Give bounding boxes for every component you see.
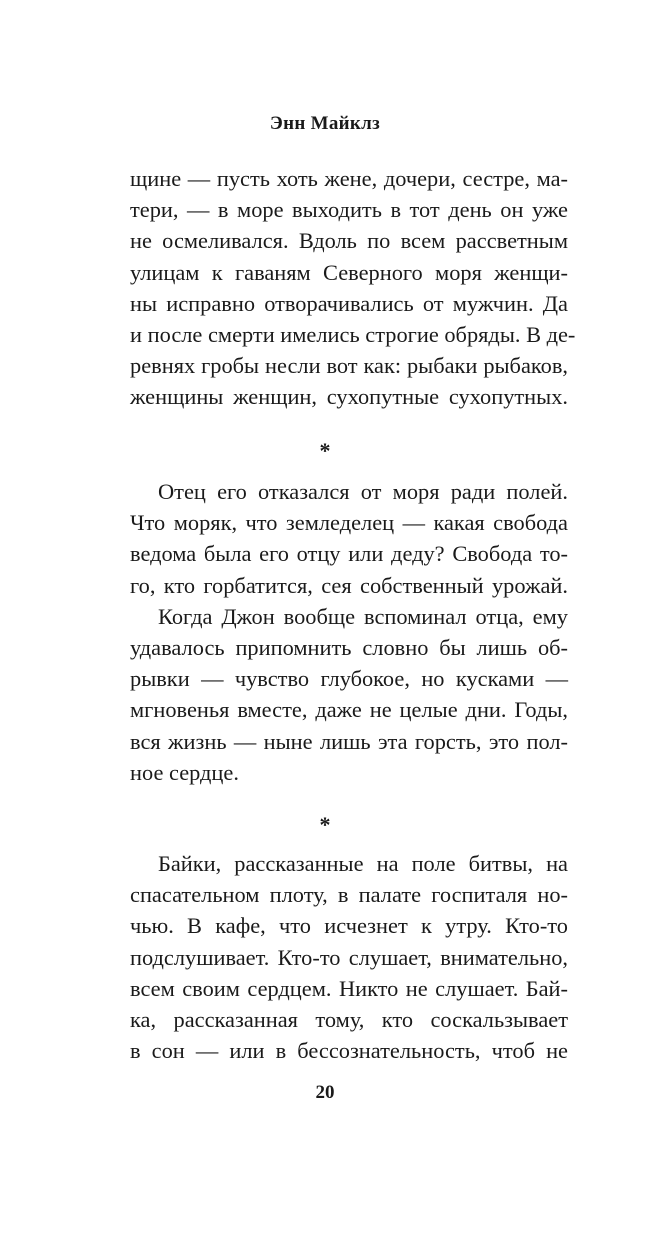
text-line: чью. В кафе, что исчезнет к утру. Кто-то	[130, 913, 568, 939]
text-line: не осмеливался. Вдоль по всем рассветным	[130, 228, 568, 254]
paragraph-first-line: Отец его отказался от моря ради полей.	[158, 479, 568, 504]
text-block-1	[130, 163, 576, 413]
text-line: и после смерти имелись строгие обряды. В де-	[130, 321, 576, 347]
text-line: улицам к гаваням Северного моря женщи-	[130, 259, 568, 285]
text-line: в сон — или в бессознательность, чтоб не	[130, 1038, 568, 1064]
text-line: всем своим сердцем. Никто не слушает. Бай-	[130, 975, 568, 1001]
running-header: Энн Майклз	[269, 113, 381, 134]
text-line: ведома была его отцу или деду? Свобода то-	[130, 541, 568, 567]
text-line: ревнях гробы несли вот как: рыбаки рыбаков,	[130, 353, 568, 379]
text-block-2	[130, 476, 568, 788]
text-line: рывки — чувство глубокое, но кусками —	[130, 666, 568, 692]
section-separator: *	[319, 812, 331, 837]
text-block-3	[130, 848, 568, 1066]
text-line: вся жизнь — ныне лишь эта горсть, это пол-	[130, 728, 568, 754]
text-line: тери, — в море выходить в тот день он уже	[130, 197, 568, 223]
page-number: 20	[315, 1082, 335, 1103]
paragraph-first-line: Байки, рассказанные на поле битвы, на	[158, 851, 568, 876]
paragraph-last-line: ное сердце.	[130, 759, 239, 785]
text-line: удавалось припомнить словно бы лишь об-	[130, 634, 568, 660]
text-line: щине — пусть хоть жене, дочери, сестре, ма-	[130, 166, 568, 191]
text-line: Что моряк, что земледелец — какая свобода	[130, 510, 568, 536]
section-separator: *	[319, 438, 331, 463]
text-line: го, кто горбатится, сея собственный урожай.	[130, 572, 568, 598]
text-line: ка, рассказанная тому, кто соскальзывает	[130, 1006, 568, 1032]
text-line: женщины женщин, сухопутные сухопутных.	[130, 384, 568, 410]
text-line: подслушивает. Кто-то слушает, внимательно,	[130, 944, 568, 970]
paragraph-first-line: Когда Джон вообще вспоминал отца, ему	[158, 603, 568, 629]
text-line: ны исправно отворачивались от мужчин. Да	[130, 290, 568, 316]
text-line: спасательном плоту, в палате госпиталя но-	[130, 882, 568, 908]
text-line: мгновенья вместе, даже не целые дни. Годы,	[130, 697, 568, 723]
